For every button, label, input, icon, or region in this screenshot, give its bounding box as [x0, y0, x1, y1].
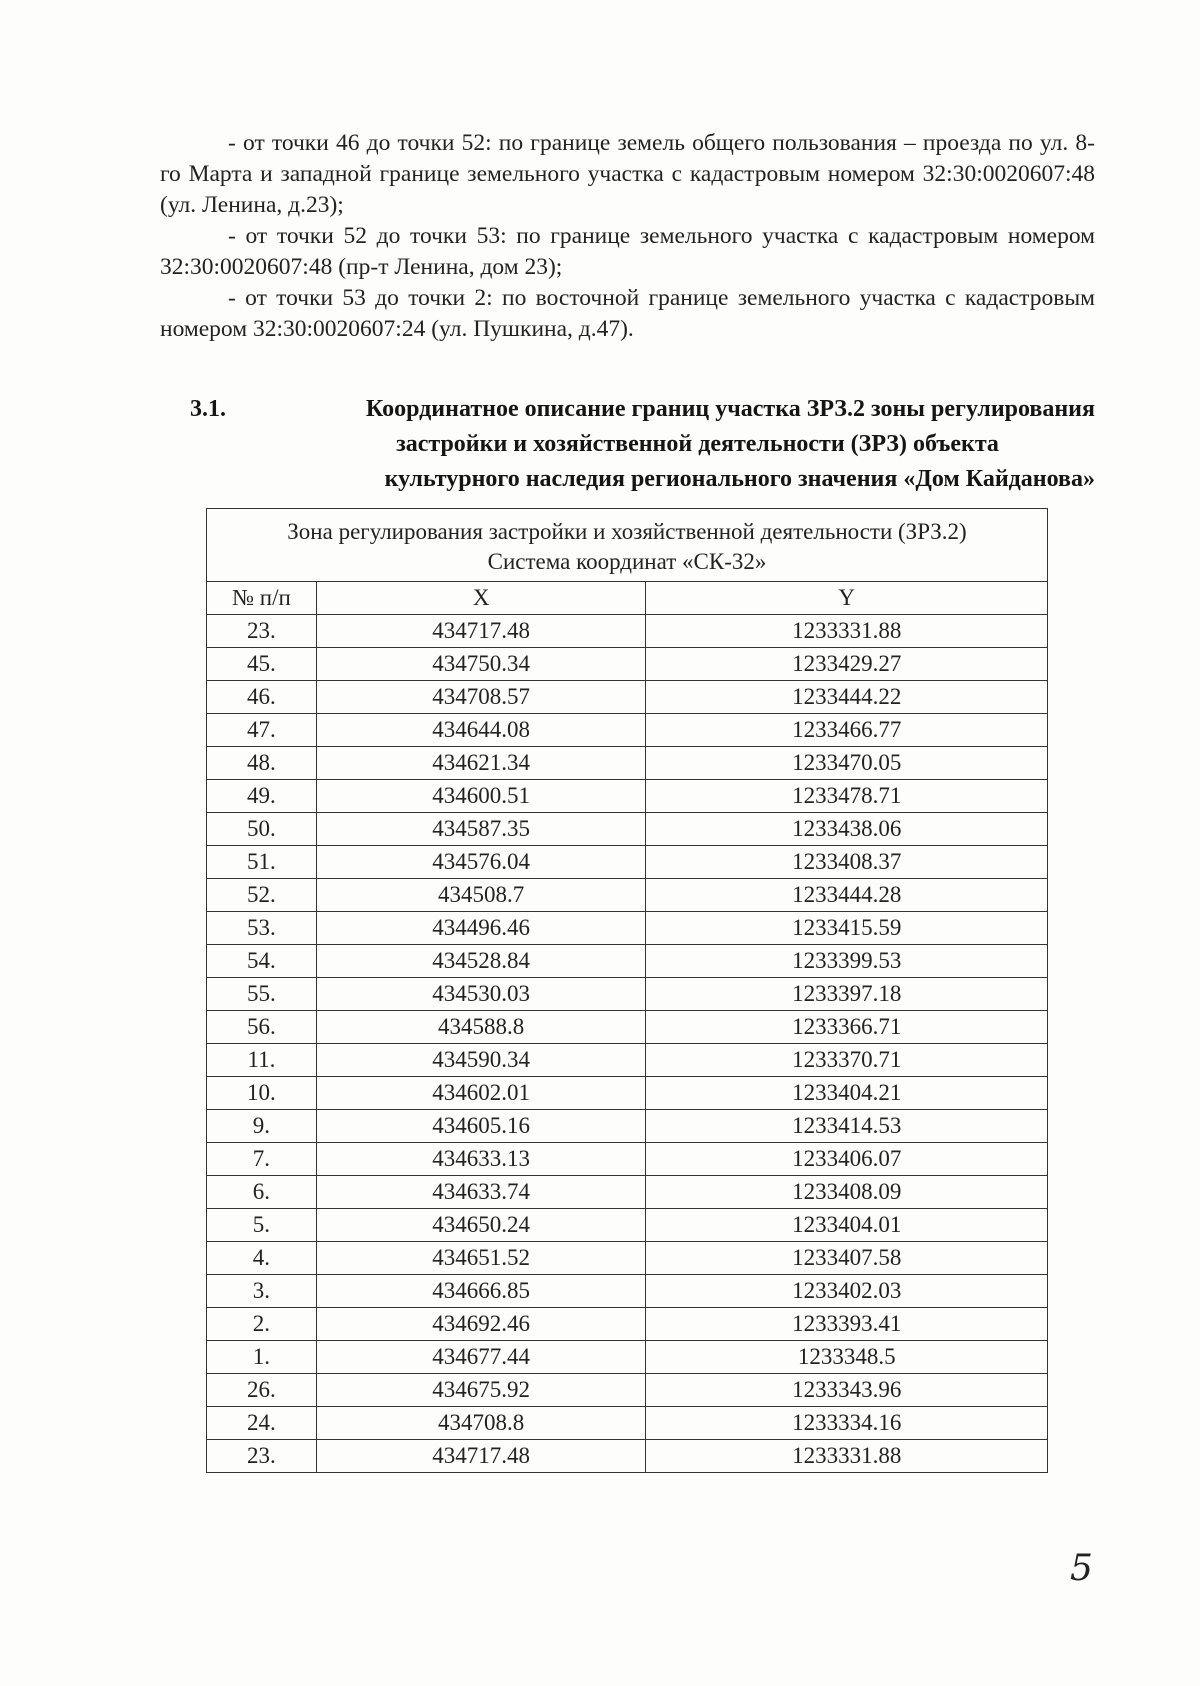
cell-point-number: 4.	[207, 1242, 317, 1275]
paragraph-46-52: - от точки 46 до точки 52: по границе земель общего пользования – проезда по ул. 8-го Марта и западной границе земельного участка с кадастровым номером 32:30:0020607:48 (ул. Ленина, д.23);	[160, 130, 1095, 218]
cell-y: 1233406.07	[646, 1143, 1048, 1176]
cell-x: 434587.35	[316, 813, 646, 846]
cell-y: 1233415.59	[646, 912, 1048, 945]
cell-x: 434692.46	[316, 1308, 646, 1341]
table-row	[207, 681, 1048, 714]
cell-y: 1233348.5	[646, 1341, 1048, 1374]
cell-x: 434602.01	[316, 1077, 646, 1110]
cell-point-number: 56.	[207, 1011, 317, 1044]
section-heading	[190, 392, 1095, 497]
cell-x: 434717.48	[316, 1440, 646, 1473]
table-caption-system: Система координат «СК-32»	[487, 549, 767, 574]
boundary-description	[160, 128, 1095, 345]
heading-line-2: застройки и хозяйственной деятельности (ЗРЗ) объекта	[396, 431, 999, 457]
cell-y: 1233470.05	[646, 747, 1048, 780]
cell-x: 434750.34	[316, 648, 646, 681]
cell-point-number: 23.	[207, 1440, 317, 1473]
cell-y: 1233478.71	[646, 780, 1048, 813]
paragraph-52-53: - от точки 52 до точки 53: по границе земельного участка с кадастровым номером 32:30:0020607:48 (пр-т Ленина, дом 23);	[160, 223, 1095, 280]
cell-point-number: 9.	[207, 1110, 317, 1143]
column-header-number: № п/п	[207, 582, 317, 615]
table-row	[207, 1374, 1048, 1407]
cell-point-number: 48.	[207, 747, 317, 780]
coordinates-table	[206, 508, 1048, 1473]
cell-point-number: 23.	[207, 615, 317, 648]
cell-x: 434717.48	[316, 615, 646, 648]
cell-x: 434708.57	[316, 681, 646, 714]
cell-y: 1233429.27	[646, 648, 1048, 681]
page-number: 5	[1070, 1548, 1093, 1589]
cell-point-number: 6.	[207, 1176, 317, 1209]
cell-x: 434588.8	[316, 1011, 646, 1044]
table-row	[207, 747, 1048, 780]
cell-x: 434675.92	[316, 1374, 646, 1407]
cell-y: 1233399.53	[646, 945, 1048, 978]
cell-point-number: 2.	[207, 1308, 317, 1341]
cell-point-number: 50.	[207, 813, 317, 846]
cell-y: 1233393.41	[646, 1308, 1048, 1341]
table-row	[207, 1176, 1048, 1209]
column-header-y: Y	[646, 582, 1048, 615]
table-row	[207, 1407, 1048, 1440]
table-row	[207, 1143, 1048, 1176]
table-caption-zone: Зона регулирования застройки и хозяйственной деятельности (ЗРЗ.2)	[287, 519, 967, 544]
table-row	[207, 879, 1048, 912]
cell-y: 1233331.88	[646, 615, 1048, 648]
cell-point-number: 11.	[207, 1044, 317, 1077]
cell-point-number: 55.	[207, 978, 317, 1011]
table-row	[207, 1044, 1048, 1077]
cell-x: 434633.13	[316, 1143, 646, 1176]
cell-point-number: 3.	[207, 1275, 317, 1308]
cell-y: 1233334.16	[646, 1407, 1048, 1440]
cell-x: 434621.34	[316, 747, 646, 780]
cell-x: 434508.7	[316, 879, 646, 912]
table-row	[207, 813, 1048, 846]
heading-line-1: Координатное описание границ участка ЗРЗ.2 зоны регулирования	[365, 396, 1095, 422]
cell-y: 1233370.71	[646, 1044, 1048, 1077]
cell-y: 1233407.58	[646, 1242, 1048, 1275]
cell-point-number: 47.	[207, 714, 317, 747]
cell-point-number: 53.	[207, 912, 317, 945]
cell-y: 1233466.77	[646, 714, 1048, 747]
table-row	[207, 1308, 1048, 1341]
cell-y: 1233408.37	[646, 846, 1048, 879]
cell-y: 1233331.88	[646, 1440, 1048, 1473]
table-row	[207, 978, 1048, 1011]
table-row	[207, 1209, 1048, 1242]
table-row	[207, 1440, 1048, 1473]
cell-y: 1233408.09	[646, 1176, 1048, 1209]
cell-point-number: 49.	[207, 780, 317, 813]
table-row	[207, 945, 1048, 978]
cell-x: 434633.74	[316, 1176, 646, 1209]
cell-y: 1233414.53	[646, 1110, 1048, 1143]
cell-point-number: 24.	[207, 1407, 317, 1440]
table-row	[207, 846, 1048, 879]
cell-x: 434650.24	[316, 1209, 646, 1242]
cell-y: 1233404.01	[646, 1209, 1048, 1242]
cell-x: 434600.51	[316, 780, 646, 813]
cell-x: 434644.08	[316, 714, 646, 747]
cell-x: 434677.44	[316, 1341, 646, 1374]
cell-point-number: 46.	[207, 681, 317, 714]
cell-x: 434666.85	[316, 1275, 646, 1308]
table-row	[207, 714, 1048, 747]
table-caption-row	[207, 509, 1048, 582]
table-header-row	[207, 582, 1048, 615]
cell-point-number: 1.	[207, 1341, 317, 1374]
table-caption	[207, 509, 1048, 582]
cell-x: 434576.04	[316, 846, 646, 879]
table-body	[207, 615, 1048, 1473]
column-header-x: X	[316, 582, 646, 615]
table-row	[207, 615, 1048, 648]
cell-point-number: 5.	[207, 1209, 317, 1242]
cell-y: 1233397.18	[646, 978, 1048, 1011]
cell-y: 1233444.28	[646, 879, 1048, 912]
cell-y: 1233404.21	[646, 1077, 1048, 1110]
cell-y: 1233343.96	[646, 1374, 1048, 1407]
cell-y: 1233444.22	[646, 681, 1048, 714]
table-row	[207, 1110, 1048, 1143]
cell-x: 434528.84	[316, 945, 646, 978]
cell-y: 1233366.71	[646, 1011, 1048, 1044]
cell-x: 434590.34	[316, 1044, 646, 1077]
table-row	[207, 648, 1048, 681]
section-number: 3.1.	[190, 396, 226, 422]
cell-x: 434708.8	[316, 1407, 646, 1440]
heading-line-3: культурного наследия регионального значения «Дом Кайданова»	[384, 466, 1095, 492]
cell-x: 434651.52	[316, 1242, 646, 1275]
cell-point-number: 54.	[207, 945, 317, 978]
cell-x: 434530.03	[316, 978, 646, 1011]
table-row	[207, 912, 1048, 945]
cell-point-number: 10.	[207, 1077, 317, 1110]
cell-y: 1233402.03	[646, 1275, 1048, 1308]
table-row	[207, 1341, 1048, 1374]
cell-x: 434605.16	[316, 1110, 646, 1143]
cell-point-number: 52.	[207, 879, 317, 912]
cell-y: 1233438.06	[646, 813, 1048, 846]
cell-point-number: 26.	[207, 1374, 317, 1407]
cell-x: 434496.46	[316, 912, 646, 945]
table-row	[207, 1077, 1048, 1110]
cell-point-number: 45.	[207, 648, 317, 681]
table-row	[207, 1275, 1048, 1308]
cell-point-number: 7.	[207, 1143, 317, 1176]
table-row	[207, 1242, 1048, 1275]
table-row	[207, 780, 1048, 813]
table-row	[207, 1011, 1048, 1044]
paragraph-53-2: - от точки 53 до точки 2: по восточной границе земельного участка с кадастровым номером 32:30:0020607:24 (ул. Пушкина, д.47).	[160, 285, 1095, 342]
cell-point-number: 51.	[207, 846, 317, 879]
